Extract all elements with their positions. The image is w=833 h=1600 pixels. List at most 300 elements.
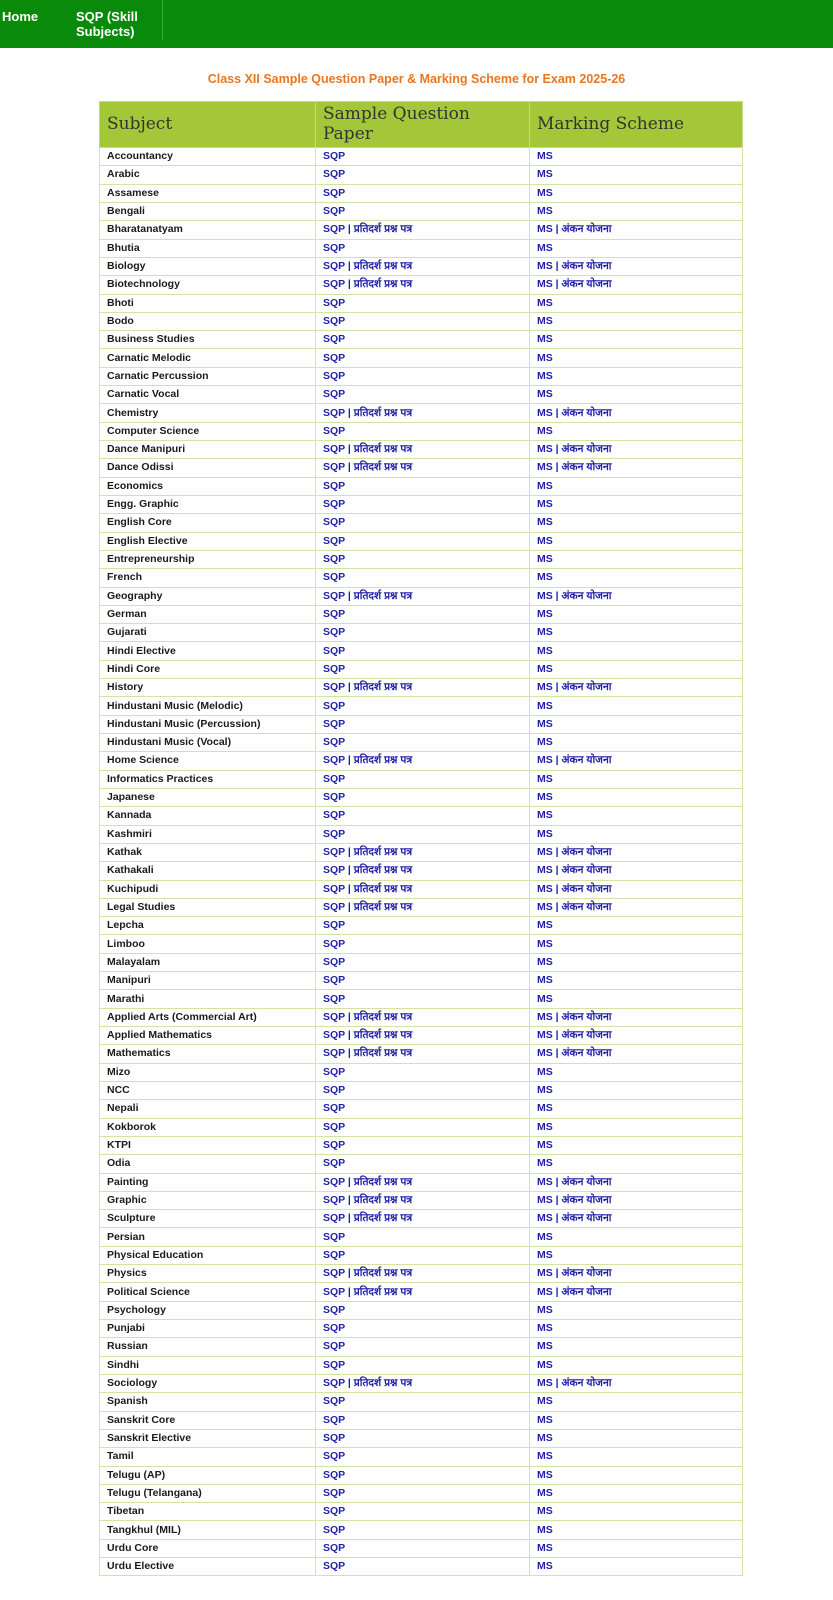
sqp-link[interactable]: SQP [316, 642, 530, 660]
ms-link[interactable]: MS | अंकन योजना [530, 1173, 743, 1191]
table-row [100, 1283, 743, 1301]
ms-link[interactable]: MS [530, 532, 743, 550]
sqp-link[interactable]: SQP | प्रतिदर्श प्रश्न पत्र [316, 587, 530, 605]
ms-link[interactable]: MS [530, 1539, 743, 1557]
sqp-link[interactable]: SQP [316, 697, 530, 715]
table-row [100, 972, 743, 990]
subject-cell: English Elective [100, 532, 316, 550]
sqp-link[interactable]: SQP [316, 1246, 530, 1264]
ms-link[interactable]: MS [530, 605, 743, 623]
ms-link[interactable]: MS [530, 935, 743, 953]
ms-link[interactable]: MS | अंकन योजना [530, 898, 743, 916]
table-row [100, 148, 743, 166]
ms-link[interactable]: MS [530, 1356, 743, 1374]
table-row [100, 1338, 743, 1356]
subject-cell: Tangkhul (MIL) [100, 1521, 316, 1539]
sqp-link[interactable]: SQP [316, 532, 530, 550]
sqp-link[interactable]: SQP | प्रतिदर्श प्रश्न पत्र [316, 880, 530, 898]
ms-link[interactable]: MS [530, 1338, 743, 1356]
ms-link[interactable]: MS [530, 550, 743, 568]
table-row [100, 697, 743, 715]
table-row [100, 642, 743, 660]
ms-link[interactable]: MS [530, 422, 743, 440]
sqp-link[interactable]: SQP [316, 202, 530, 220]
table-row [100, 1320, 743, 1338]
ms-link[interactable]: MS | अंकन योजना [530, 1283, 743, 1301]
subject-cell: Bhoti [100, 294, 316, 312]
sqp-link[interactable]: SQP | प्रतिदर्श प्रश्न पत्र [316, 441, 530, 459]
subject-cell: Telugu (Telangana) [100, 1484, 316, 1502]
subject-cell: Kannada [100, 807, 316, 825]
subject-cell: Sanskrit Core [100, 1411, 316, 1429]
ms-link[interactable]: MS [530, 734, 743, 752]
table-row [100, 257, 743, 275]
table-row [100, 1155, 743, 1173]
ms-link[interactable]: MS [530, 1155, 743, 1173]
table-row [100, 1374, 743, 1392]
ms-link[interactable]: MS [530, 184, 743, 202]
subject-cell: NCC [100, 1081, 316, 1099]
ms-link[interactable]: MS | अंकन योजना [530, 843, 743, 861]
ms-link[interactable]: MS [530, 1301, 743, 1319]
table-row [100, 1136, 743, 1154]
ms-link[interactable]: MS | अंकन योजना [530, 1008, 743, 1026]
sqp-link[interactable]: SQP [316, 569, 530, 587]
table-row [100, 532, 743, 550]
ms-link[interactable]: MS [530, 294, 743, 312]
subject-cell: French [100, 569, 316, 587]
table-row [100, 1100, 743, 1118]
ms-link[interactable]: MS [530, 349, 743, 367]
sqp-link[interactable]: SQP | प्रतिदर्श प्रश्न पत्र [316, 862, 530, 880]
table-row [100, 1356, 743, 1374]
table-row [100, 1210, 743, 1228]
ms-link[interactable]: MS [530, 1246, 743, 1264]
subject-cell: Hindi Core [100, 660, 316, 678]
ms-link[interactable]: MS [530, 569, 743, 587]
subject-cell: Bharatanatyam [100, 221, 316, 239]
subject-cell: Russian [100, 1338, 316, 1356]
sqp-link[interactable]: SQP [316, 1228, 530, 1246]
ms-link[interactable]: MS [530, 148, 743, 166]
sqp-link[interactable]: SQP [316, 917, 530, 935]
ms-link[interactable]: MS [530, 715, 743, 733]
ms-link[interactable]: MS | अंकन योजना [530, 1265, 743, 1283]
subject-cell: Kuchipudi [100, 880, 316, 898]
sqp-link[interactable]: SQP [316, 184, 530, 202]
ms-link[interactable]: MS | अंकन योजना [530, 880, 743, 898]
sqp-link[interactable]: SQP [316, 1558, 530, 1576]
subject-cell: Japanese [100, 788, 316, 806]
table-row [100, 843, 743, 861]
table-row [100, 1246, 743, 1264]
subject-cell: Bengali [100, 202, 316, 220]
ms-link[interactable]: MS | अंकन योजना [530, 441, 743, 459]
sqp-link[interactable]: SQP [316, 1356, 530, 1374]
table-row [100, 624, 743, 642]
ms-link[interactable]: MS [530, 1118, 743, 1136]
ms-link[interactable]: MS [530, 495, 743, 513]
table-row [100, 605, 743, 623]
subject-cell: Arabic [100, 166, 316, 184]
table-row [100, 550, 743, 568]
sqp-link[interactable]: SQP [316, 239, 530, 257]
sqp-link[interactable]: SQP | प्रतिदर्श प्रश्न पत्र [316, 257, 530, 275]
sqp-link[interactable]: SQP [316, 1411, 530, 1429]
subject-cell: Psychology [100, 1301, 316, 1319]
table-row [100, 477, 743, 495]
table-row [100, 990, 743, 1008]
subject-cell: Dance Manipuri [100, 441, 316, 459]
subject-cell: Sanskrit Elective [100, 1429, 316, 1447]
table-row [100, 1228, 743, 1246]
table-row [100, 221, 743, 239]
subject-cell: English Core [100, 514, 316, 532]
subject-cell: Hindustani Music (Percussion) [100, 715, 316, 733]
ms-link[interactable]: MS [530, 1063, 743, 1081]
sqp-link[interactable]: SQP [316, 386, 530, 404]
table-row [100, 202, 743, 220]
ms-link[interactable]: MS | अंकन योजना [530, 1374, 743, 1392]
sqp-link[interactable]: SQP | प्रतिदर्श प्रश्न पत्र [316, 1374, 530, 1392]
table-row [100, 1008, 743, 1026]
table-row [100, 166, 743, 184]
subject-cell: Tibetan [100, 1503, 316, 1521]
ms-link[interactable]: MS [530, 807, 743, 825]
subject-cell: Home Science [100, 752, 316, 770]
header-subject: Subject [100, 102, 316, 148]
table-row [100, 898, 743, 916]
sqp-link[interactable]: SQP [316, 605, 530, 623]
sqp-link[interactable]: SQP [316, 1063, 530, 1081]
ms-link[interactable]: MS | अंकन योजना [530, 276, 743, 294]
subject-cell: Entrepreneurship [100, 550, 316, 568]
subject-cell: Telugu (AP) [100, 1466, 316, 1484]
subject-cell: Manipuri [100, 972, 316, 990]
sqp-link[interactable]: SQP [316, 972, 530, 990]
table-row [100, 1411, 743, 1429]
sqp-link[interactable]: SQP [316, 349, 530, 367]
sqp-link[interactable]: SQP | प्रतिदर्श प्रश्न पत्र [316, 1008, 530, 1026]
sqp-link[interactable]: SQP [316, 312, 530, 330]
ms-link[interactable]: MS [530, 386, 743, 404]
nav-divider [162, 0, 163, 40]
sqp-link[interactable]: SQP [316, 1320, 530, 1338]
ms-link[interactable]: MS [530, 239, 743, 257]
table-row [100, 587, 743, 605]
ms-link[interactable]: MS [530, 825, 743, 843]
ms-link[interactable]: MS | अंकन योजना [530, 257, 743, 275]
sqp-link[interactable]: SQP | प्रतिदर्श प्रश्न पत्र [316, 404, 530, 422]
table-row [100, 569, 743, 587]
table-row [100, 1118, 743, 1136]
ms-link[interactable]: MS [530, 166, 743, 184]
sqp-link[interactable]: SQP [316, 770, 530, 788]
ms-link[interactable]: MS [530, 1100, 743, 1118]
sqp-link[interactable]: SQP [316, 1429, 530, 1447]
table-row [100, 953, 743, 971]
ms-link[interactable]: MS [530, 1411, 743, 1429]
subject-cell: Sociology [100, 1374, 316, 1392]
sqp-link[interactable]: SQP [316, 990, 530, 1008]
ms-link[interactable]: MS [530, 770, 743, 788]
sqp-link[interactable]: SQP | प्रतिदर्श प्रश्न पत्र [316, 276, 530, 294]
ms-link[interactable]: MS [530, 1136, 743, 1154]
sqp-link[interactable]: SQP [316, 1393, 530, 1411]
sqp-link[interactable]: SQP [316, 1081, 530, 1099]
ms-link[interactable]: MS | अंकन योजना [530, 862, 743, 880]
ms-link[interactable]: MS [530, 1503, 743, 1521]
sqp-link[interactable]: SQP | प्रतिदर्श प्रश्न पत्र [316, 1191, 530, 1209]
sqp-link[interactable]: SQP [316, 1155, 530, 1173]
sqp-link[interactable]: SQP | प्रतिदर्श प्रश्न पत्र [316, 221, 530, 239]
sqp-link[interactable]: SQP [316, 1118, 530, 1136]
sqp-link[interactable]: SQP | प्रतिदर्श प्रश्न पत्र [316, 752, 530, 770]
subject-cell: Biology [100, 257, 316, 275]
subject-cell: Assamese [100, 184, 316, 202]
ms-link[interactable]: MS [530, 1429, 743, 1447]
ms-link[interactable]: MS | अंकन योजना [530, 1210, 743, 1228]
ms-link[interactable]: MS [530, 990, 743, 1008]
ms-link[interactable]: MS [530, 642, 743, 660]
subject-cell: Mathematics [100, 1045, 316, 1063]
sqp-link[interactable]: SQP [316, 1338, 530, 1356]
subject-cell: Applied Mathematics [100, 1027, 316, 1045]
table-row [100, 660, 743, 678]
ms-link[interactable]: MS [530, 1466, 743, 1484]
table-row [100, 1045, 743, 1063]
subject-cell: Kathak [100, 843, 316, 861]
header-marking-scheme: Marking Scheme [530, 102, 743, 148]
ms-link[interactable]: MS [530, 660, 743, 678]
subject-cell: Biotechnology [100, 276, 316, 294]
sqp-link[interactable]: SQP [316, 1503, 530, 1521]
ms-link[interactable]: MS [530, 788, 743, 806]
ms-link[interactable]: MS | अंकन योजना [530, 587, 743, 605]
subject-cell: German [100, 605, 316, 623]
subject-cell: Geography [100, 587, 316, 605]
subject-cell: Sindhi [100, 1356, 316, 1374]
table-row [100, 1466, 743, 1484]
ms-link[interactable]: MS | अंकन योजना [530, 404, 743, 422]
sqp-link[interactable]: SQP | प्रतिदर्श प्रश्न पत्र [316, 1265, 530, 1283]
ms-link[interactable]: MS | अंकन योजना [530, 1027, 743, 1045]
sqp-link[interactable]: SQP [316, 550, 530, 568]
table-row [100, 294, 743, 312]
ms-link[interactable]: MS [530, 697, 743, 715]
sqp-link[interactable]: SQP | प्रतिदर्श प्रश्न पत्र [316, 679, 530, 697]
sqp-link[interactable]: SQP [316, 148, 530, 166]
sqp-link[interactable]: SQP | प्रतिदर्श प्रश्न पत्र [316, 1283, 530, 1301]
sqp-link[interactable]: SQP [316, 1136, 530, 1154]
subject-cell: Accountancy [100, 148, 316, 166]
table-row [100, 495, 743, 513]
subject-cell: Urdu Core [100, 1539, 316, 1557]
table-row [100, 386, 743, 404]
ms-link[interactable]: MS | अंकन योजना [530, 221, 743, 239]
subject-cell: Chemistry [100, 404, 316, 422]
sqp-link[interactable]: SQP | प्रतिदर्श प्रश्न पत्र [316, 1173, 530, 1191]
ms-link[interactable]: MS | अंकन योजना [530, 679, 743, 697]
subject-cell: Malayalam [100, 953, 316, 971]
ms-link[interactable]: MS [530, 917, 743, 935]
sqp-link[interactable]: SQP [316, 422, 530, 440]
subject-cell: Hindi Elective [100, 642, 316, 660]
sqp-link[interactable]: SQP [316, 331, 530, 349]
table-row [100, 715, 743, 733]
subject-cell: Mizo [100, 1063, 316, 1081]
header-sample-question-paper: Sample Question Paper [316, 102, 530, 148]
sqp-link[interactable]: SQP [316, 715, 530, 733]
sqp-link[interactable]: SQP [316, 1448, 530, 1466]
ms-link[interactable]: MS | अंकन योजना [530, 752, 743, 770]
subject-cell: Sculpture [100, 1210, 316, 1228]
sqp-link[interactable]: SQP [316, 734, 530, 752]
subject-cell: Carnatic Percussion [100, 367, 316, 385]
sqp-link[interactable]: SQP | प्रतिदर्श प्रश्न पत्र [316, 898, 530, 916]
subject-cell: Bodo [100, 312, 316, 330]
subject-cell: Carnatic Melodic [100, 349, 316, 367]
sqp-link[interactable]: SQP [316, 825, 530, 843]
sqp-link[interactable]: SQP [316, 1466, 530, 1484]
sqp-link[interactable]: SQP [316, 935, 530, 953]
ms-link[interactable]: MS | अंकन योजना [530, 459, 743, 477]
sqp-link[interactable]: SQP [316, 477, 530, 495]
table-row [100, 276, 743, 294]
ms-link[interactable]: MS [530, 972, 743, 990]
table-row [100, 1027, 743, 1045]
table-row [100, 734, 743, 752]
ms-link[interactable]: MS [530, 1448, 743, 1466]
ms-link[interactable]: MS [530, 953, 743, 971]
subject-cell: Kathakali [100, 862, 316, 880]
sqp-table [99, 101, 743, 1576]
table-row [100, 331, 743, 349]
ms-link[interactable]: MS [530, 624, 743, 642]
sqp-link[interactable]: SQP [316, 660, 530, 678]
table-row [100, 514, 743, 532]
sqp-link[interactable]: SQP | प्रतिदर्श प्रश्न पत्र [316, 1045, 530, 1063]
table-row [100, 679, 743, 697]
subject-cell: Carnatic Vocal [100, 386, 316, 404]
table-row [100, 1301, 743, 1319]
ms-link[interactable]: MS [530, 1393, 743, 1411]
subject-cell: Spanish [100, 1393, 316, 1411]
ms-link[interactable]: MS [530, 1521, 743, 1539]
subject-cell: Odia [100, 1155, 316, 1173]
subject-cell: Physical Education [100, 1246, 316, 1264]
sqp-link[interactable]: SQP [316, 294, 530, 312]
subject-cell: Kashmiri [100, 825, 316, 843]
table-row [100, 441, 743, 459]
sqp-link[interactable]: SQP [316, 1539, 530, 1557]
table-row [100, 752, 743, 770]
table-row [100, 1503, 743, 1521]
subject-cell: Physics [100, 1265, 316, 1283]
sqp-link[interactable]: SQP [316, 624, 530, 642]
subject-cell: Computer Science [100, 422, 316, 440]
sqp-link[interactable]: SQP [316, 514, 530, 532]
ms-link[interactable]: MS [530, 312, 743, 330]
sqp-link[interactable]: SQP [316, 166, 530, 184]
sqp-link[interactable]: SQP [316, 367, 530, 385]
table-row [100, 1173, 743, 1191]
nav-home-link[interactable]: Home [2, 9, 39, 24]
table-row [100, 807, 743, 825]
table-row [100, 367, 743, 385]
ms-link[interactable]: MS | अंकन योजना [530, 1045, 743, 1063]
sqp-link[interactable]: SQP [316, 1301, 530, 1319]
subject-cell: Urdu Elective [100, 1558, 316, 1576]
subject-cell: Painting [100, 1173, 316, 1191]
subject-cell: Lepcha [100, 917, 316, 935]
ms-link[interactable]: MS | अंकन योजना [530, 1191, 743, 1209]
table-row [100, 770, 743, 788]
sqp-link[interactable]: SQP [316, 807, 530, 825]
ms-link[interactable]: MS [530, 1484, 743, 1502]
ms-link[interactable]: MS [530, 1081, 743, 1099]
subject-cell: Hindustani Music (Vocal) [100, 734, 316, 752]
table-row [100, 1081, 743, 1099]
ms-link[interactable]: MS [530, 1320, 743, 1338]
ms-link[interactable]: MS [530, 477, 743, 495]
table-row [100, 825, 743, 843]
subject-cell: Dance Odissi [100, 459, 316, 477]
sqp-link[interactable]: SQP [316, 1484, 530, 1502]
table-row [100, 459, 743, 477]
sqp-link[interactable]: SQP | प्रतिदर्श प्रश्न पत्र [316, 1027, 530, 1045]
subject-cell: Punjabi [100, 1320, 316, 1338]
table-row [100, 1191, 743, 1209]
sqp-link[interactable]: SQP | प्रतिदर्श प्रश्न पत्र [316, 843, 530, 861]
table-row [100, 422, 743, 440]
subject-cell: Legal Studies [100, 898, 316, 916]
table-row [100, 935, 743, 953]
ms-link[interactable]: MS [530, 514, 743, 532]
table-row [100, 1448, 743, 1466]
subject-cell: Applied Arts (Commercial Art) [100, 1008, 316, 1026]
sqp-link[interactable]: SQP | प्रतिदर्श प्रश्न पत्र [316, 1210, 530, 1228]
top-nav-bar [0, 0, 833, 48]
subject-cell: Tamil [100, 1448, 316, 1466]
table-row [100, 1265, 743, 1283]
sqp-link[interactable]: SQP [316, 953, 530, 971]
subject-cell: Limboo [100, 935, 316, 953]
table-row [100, 184, 743, 202]
ms-link[interactable]: MS [530, 331, 743, 349]
ms-link[interactable]: MS [530, 367, 743, 385]
subject-cell: Informatics Practices [100, 770, 316, 788]
sqp-link[interactable]: SQP [316, 495, 530, 513]
ms-link[interactable]: MS [530, 1558, 743, 1576]
sqp-link[interactable]: SQP [316, 1521, 530, 1539]
sqp-link[interactable]: SQP | प्रतिदर्श प्रश्न पत्र [316, 459, 530, 477]
sqp-link[interactable]: SQP [316, 1100, 530, 1118]
subject-cell: Graphic [100, 1191, 316, 1209]
subject-cell: Political Science [100, 1283, 316, 1301]
table-row [100, 1539, 743, 1557]
table-row [100, 1063, 743, 1081]
ms-link[interactable]: MS [530, 202, 743, 220]
subject-cell: Bhutia [100, 239, 316, 257]
sqp-link[interactable]: SQP [316, 788, 530, 806]
table-row [100, 880, 743, 898]
subject-cell: Engg. Graphic [100, 495, 316, 513]
ms-link[interactable]: MS [530, 1228, 743, 1246]
subject-cell: Kokborok [100, 1118, 316, 1136]
table-row [100, 404, 743, 422]
nav-sqp-skill-link[interactable]: SQP (Skill Subjects) [76, 9, 138, 39]
